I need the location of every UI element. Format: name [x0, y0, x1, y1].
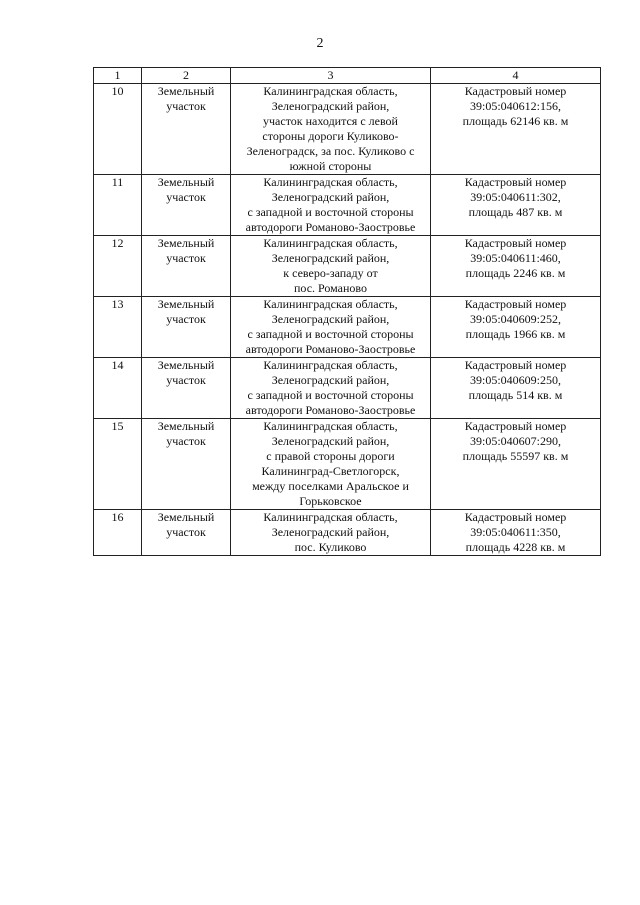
- row-number: 16: [111, 510, 124, 524]
- cadastral-cell: [431, 175, 601, 236]
- object-type-cell: [142, 236, 231, 297]
- location-cell: [231, 236, 431, 297]
- table-row: [94, 175, 601, 236]
- row-number: 14: [111, 358, 124, 372]
- location-line: Калининградская область,: [263, 236, 398, 250]
- location-line: Зеленоградский район,: [271, 373, 390, 387]
- cadastral-cell: [431, 419, 601, 510]
- row-number: 11: [111, 175, 124, 189]
- location-line: между поселками Аральское и: [252, 479, 409, 493]
- table-row: [94, 297, 601, 358]
- location-line: Калининград-Светлогорск,: [261, 464, 400, 478]
- row-number-cell: [94, 297, 142, 358]
- cadastral-line: Кадастровый номер: [464, 175, 567, 189]
- object-type-line: Земельный: [157, 236, 215, 250]
- cadastral-line: 39:05:040609:252,: [469, 312, 561, 326]
- row-number-cell: [94, 419, 142, 510]
- cadastral-line: 39:05:040609:250,: [469, 373, 561, 387]
- location-line: Калининградская область,: [263, 175, 398, 189]
- object-type-line: участок: [166, 251, 206, 265]
- cadastral-line: Кадастровый номер: [464, 84, 567, 98]
- location-cell: [231, 84, 431, 175]
- cadastral-cell: [431, 510, 601, 556]
- table-row: [94, 236, 601, 297]
- cadastral-line: Кадастровый номер: [464, 297, 567, 311]
- location-line: Зеленоградский район,: [271, 312, 390, 326]
- row-number: 15: [111, 419, 124, 433]
- table-header-row: [94, 68, 601, 84]
- object-type-line: Земельный: [157, 358, 215, 372]
- location-line: Зеленоградский район,: [271, 525, 390, 539]
- location-line: с правой стороны дороги: [266, 449, 395, 463]
- table-row: [94, 358, 601, 419]
- object-type-line: участок: [166, 99, 206, 113]
- cadastral-line: площадь 55597 кв. м: [462, 449, 569, 463]
- location-line: Зеленоградский район,: [271, 251, 390, 265]
- object-type-line: участок: [166, 373, 206, 387]
- table-row: [94, 84, 601, 175]
- location-line: с западной и восточной стороны: [247, 205, 414, 219]
- cadastral-line: площадь 1966 кв. м: [465, 327, 566, 341]
- location-line: Калининградская область,: [263, 510, 398, 524]
- cadastral-line: Кадастровый номер: [464, 358, 567, 372]
- location-line: Зеленоградск, за пос. Куликово с: [246, 144, 415, 158]
- location-line: пос. Куликово: [294, 540, 367, 554]
- location-line: с западной и восточной стороны: [247, 327, 414, 341]
- cadastral-line: площадь 487 кв. м: [468, 205, 563, 219]
- object-type-line: участок: [166, 312, 206, 326]
- location-cell: [231, 175, 431, 236]
- object-type-line: Земельный: [157, 297, 215, 311]
- object-type-line: Земельный: [157, 84, 215, 98]
- object-type-cell: [142, 175, 231, 236]
- object-type-cell: [142, 297, 231, 358]
- location-cell: [231, 419, 431, 510]
- cadastral-line: 39:05:040611:302,: [470, 190, 561, 204]
- cadastral-cell: [431, 84, 601, 175]
- cadastral-line: площадь 4228 кв. м: [465, 540, 566, 554]
- row-number-cell: [94, 236, 142, 297]
- cadastral-line: 39:05:040611:350,: [470, 525, 561, 539]
- object-type-line: Земельный: [157, 175, 215, 189]
- location-line: с западной и восточной стороны: [247, 388, 414, 402]
- location-cell: [231, 358, 431, 419]
- land-plots-table: [93, 67, 601, 556]
- location-line: участок находится с левой: [263, 114, 398, 128]
- cadastral-line: Кадастровый номер: [464, 510, 567, 524]
- object-type-cell: [142, 84, 231, 175]
- location-line: Зеленоградский район,: [271, 434, 390, 448]
- cadastral-cell: [431, 297, 601, 358]
- row-number: 12: [111, 236, 124, 250]
- cadastral-line: Кадастровый номер: [464, 419, 567, 433]
- cadastral-line: Кадастровый номер: [464, 236, 567, 250]
- cadastral-line: площадь 2246 кв. м: [465, 266, 566, 280]
- location-line: Калининградская область,: [263, 297, 398, 311]
- page-number: 2: [316, 36, 324, 51]
- object-type-line: участок: [166, 434, 206, 448]
- object-type-cell: [142, 510, 231, 556]
- location-line: Калининградская область,: [263, 358, 398, 372]
- location-line: автодороги Романово-Заостровье: [245, 403, 416, 417]
- row-number-cell: [94, 510, 142, 556]
- column-header: 4: [431, 68, 601, 84]
- row-number-cell: [94, 175, 142, 236]
- cadastral-line: 39:05:040611:460,: [470, 251, 561, 265]
- location-line: стороны дороги Куликово-: [262, 129, 399, 143]
- cadastral-line: площадь 514 кв. м: [468, 388, 563, 402]
- location-line: к северо-западу от: [283, 266, 378, 280]
- object-type-line: Земельный: [157, 510, 215, 524]
- location-line: Калининградская область,: [263, 84, 398, 98]
- location-cell: [231, 510, 431, 556]
- location-cell: [231, 297, 431, 358]
- object-type-line: участок: [166, 525, 206, 539]
- location-line: южной стороны: [289, 159, 372, 173]
- cadastral-line: 39:05:040612:156,: [469, 99, 561, 113]
- cadastral-cell: [431, 358, 601, 419]
- object-type-line: участок: [166, 190, 206, 204]
- cadastral-cell: [431, 236, 601, 297]
- cadastral-line: 39:05:040607:290,: [469, 434, 561, 448]
- object-type-cell: [142, 358, 231, 419]
- table-row: [94, 419, 601, 510]
- row-number-cell: [94, 358, 142, 419]
- column-header: 2: [142, 68, 231, 84]
- location-line: автодороги Романово-Заостровье: [245, 342, 416, 356]
- column-header: 3: [231, 68, 431, 84]
- row-number: 10: [111, 84, 124, 98]
- location-line: Зеленоградский район,: [271, 190, 390, 204]
- table-row: [94, 510, 601, 556]
- location-line: Калининградская область,: [263, 419, 398, 433]
- location-line: Горьковское: [299, 494, 362, 508]
- location-line: автодороги Романово-Заостровье: [245, 220, 416, 234]
- row-number: 13: [111, 297, 124, 311]
- object-type-line: Земельный: [157, 419, 215, 433]
- object-type-cell: [142, 419, 231, 510]
- column-header: 1: [94, 68, 142, 84]
- location-line: пос. Романово: [293, 281, 368, 295]
- cadastral-line: площадь 62146 кв. м: [462, 114, 569, 128]
- location-line: Зеленоградский район,: [271, 99, 390, 113]
- row-number-cell: [94, 84, 142, 175]
